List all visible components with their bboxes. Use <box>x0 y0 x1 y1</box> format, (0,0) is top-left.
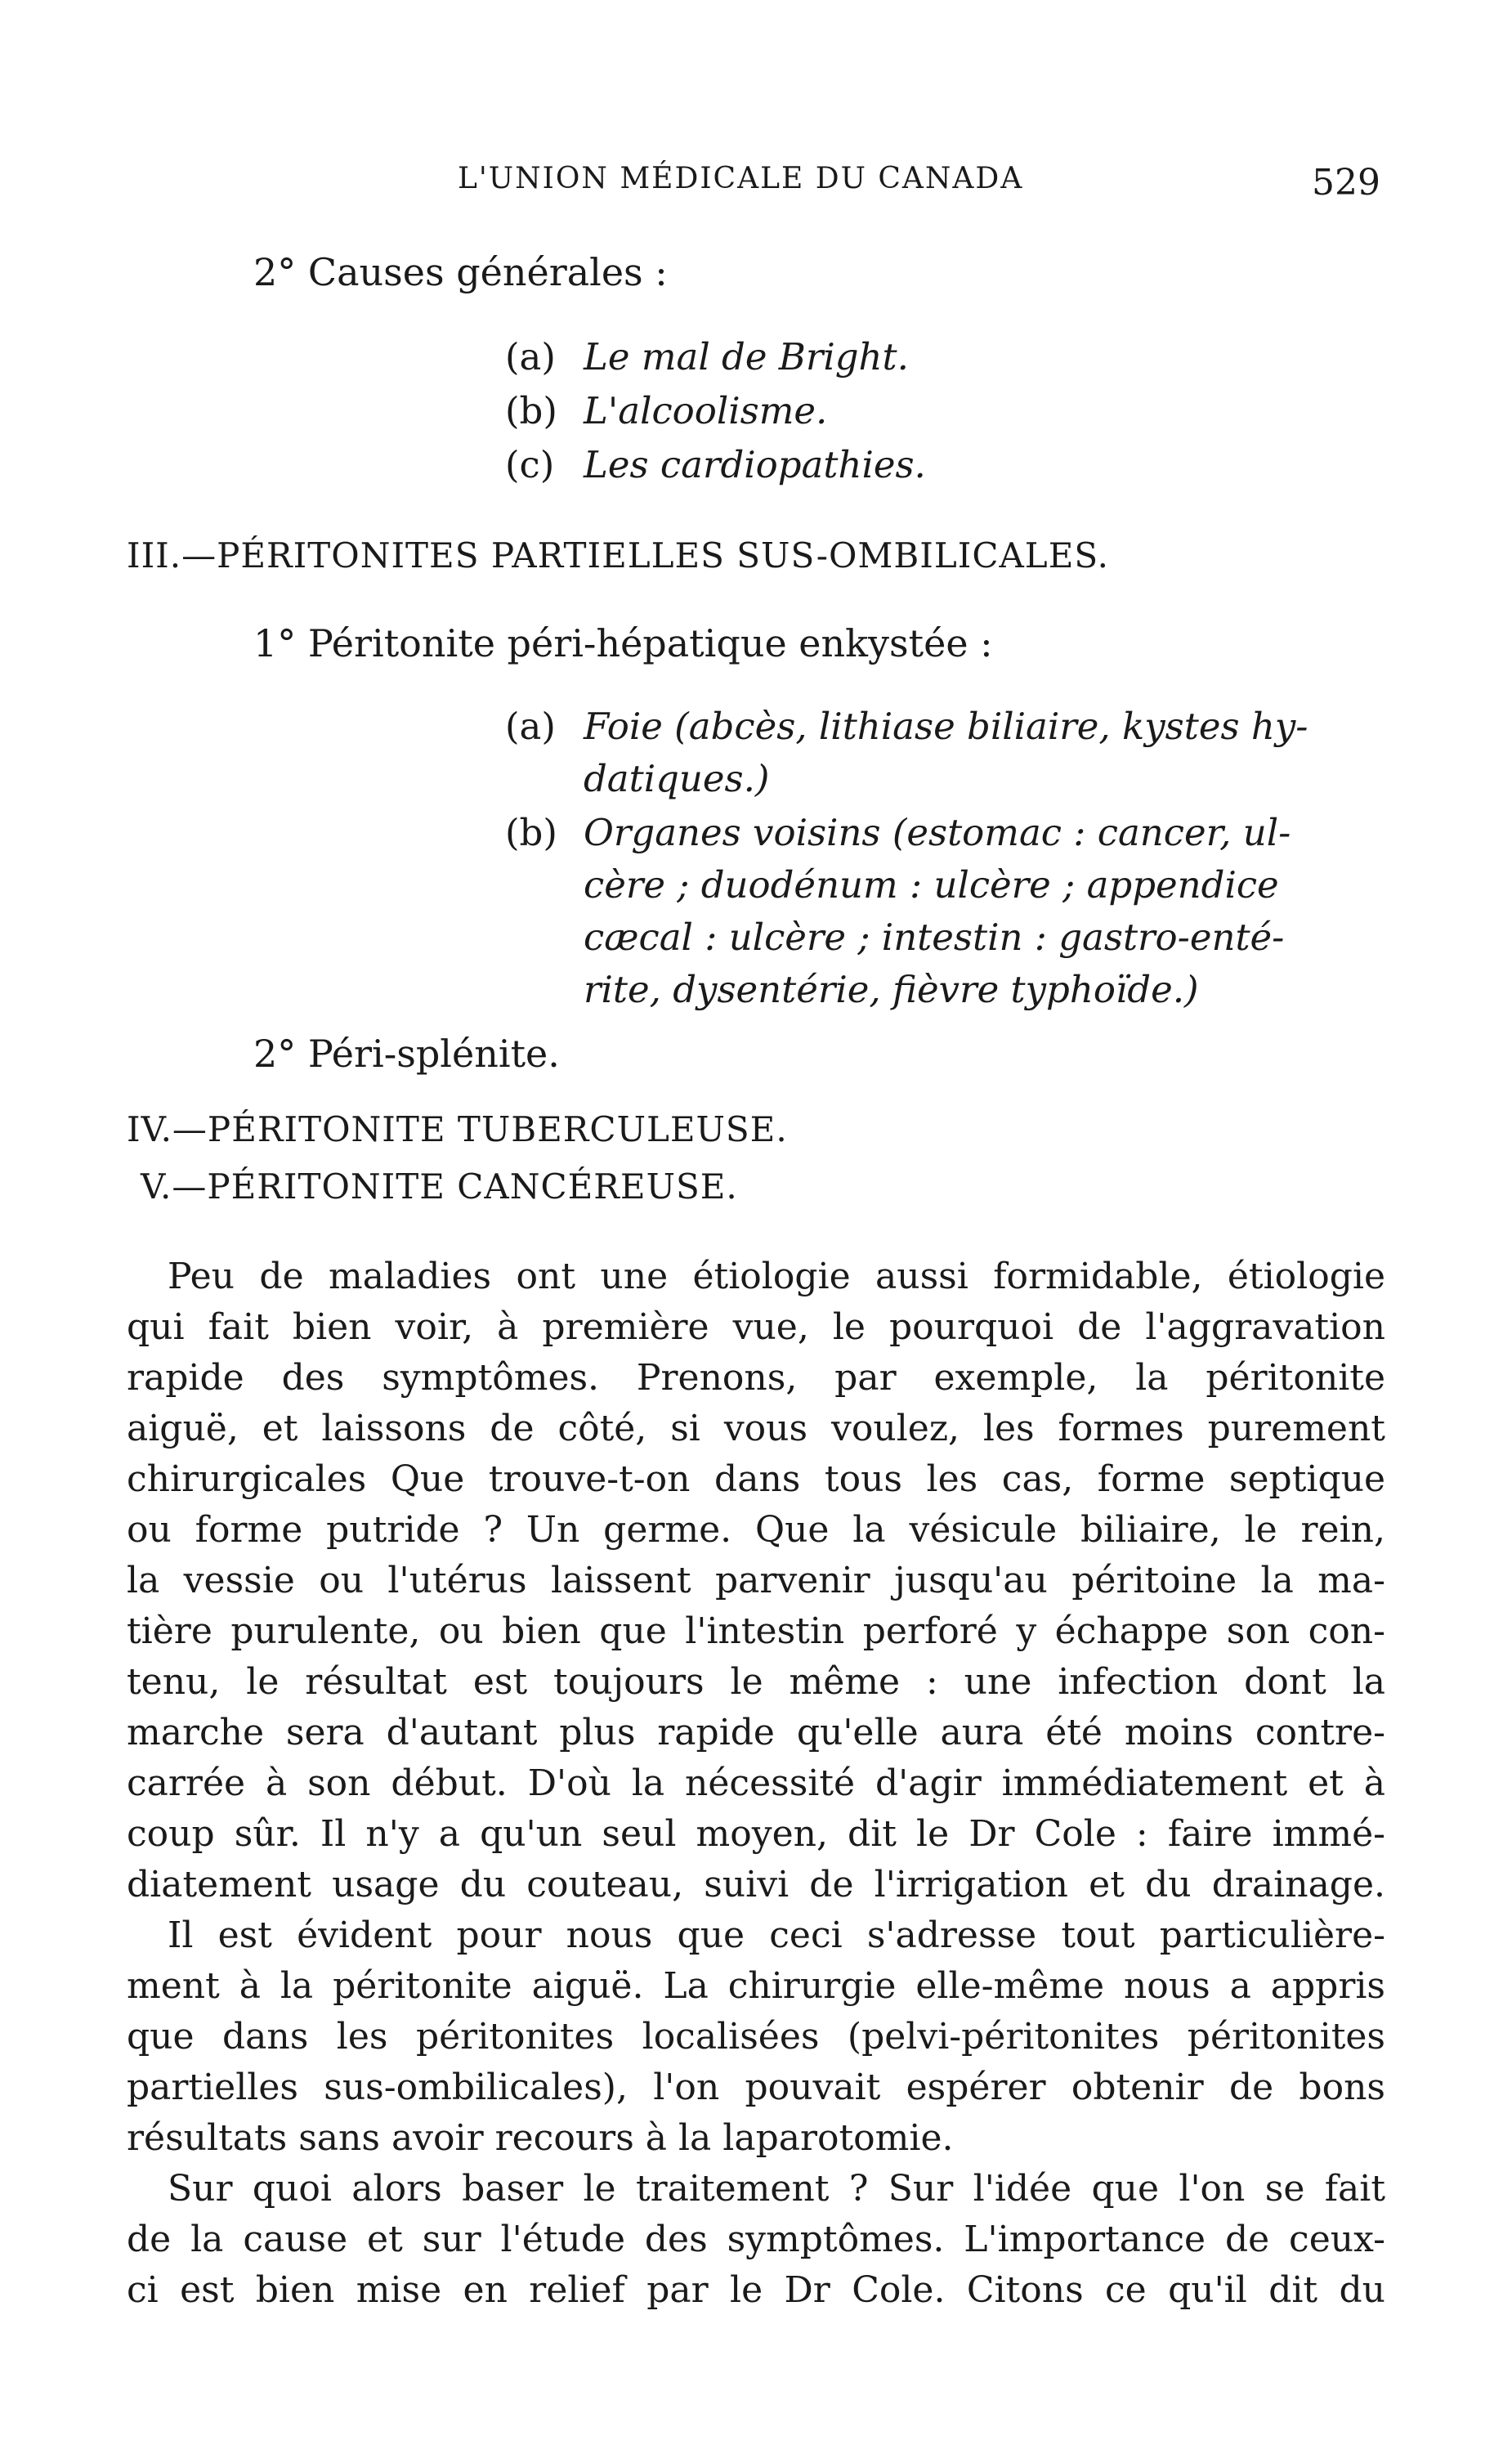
body-line: partielles sus-ombilicales), l'on pouvait espérer obtenir de bons <box>127 2067 1385 2108</box>
hepatique-item-a-tag: (a) <box>505 705 556 748</box>
body-line: ou forme putride ? Un germe. Que la vésicule biliaire, le rein, <box>127 1509 1385 1551</box>
body-line: carrée à son début. D'où la nécessité d'agir immédiatement et à <box>127 1762 1385 1804</box>
body-line: coup sûr. Il n'y a qu'un seul moyen, dit le Dr Cole : faire immé- <box>127 1813 1385 1855</box>
hepatique-item-a-line-2: datiques.) <box>584 757 770 800</box>
cause-item-c-tag: (c) <box>505 443 555 486</box>
body-line: aiguë, et laissons de côté, si vous voulez, les formes purement <box>127 1408 1385 1449</box>
cause-item-a-tag: (a) <box>505 335 556 378</box>
section-v-heading: V.—PÉRITONITE CANCÉREUSE. <box>141 1167 738 1207</box>
body-line: tenu, le résultat est toujours le même : une infection dont la <box>127 1661 1385 1703</box>
hepatique-item-a-line-1: Foie (abcès, lithiase biliaire, kystes hy- <box>584 705 1308 748</box>
body-line: tière purulente, ou bien que l'intestin perforé y échappe son con- <box>127 1610 1385 1652</box>
cause-item-c <box>505 443 926 486</box>
running-title: L'UNION MÉDICALE DU CANADA <box>458 162 1024 195</box>
page-header <box>0 162 1512 211</box>
body-line: la vessie ou l'utérus laissent parvenir jusqu'au péritoine la ma- <box>127 1560 1385 1601</box>
body-line: diatement usage du couteau, suivi de l'irrigation et du drainage. <box>127 1864 1385 1905</box>
hepatique-item-b <box>505 811 1291 854</box>
body-line: ment à la péritonite aiguë. La chirurgie elle-même nous a appris <box>127 1965 1385 2007</box>
body-line: chirurgicales Que trouve-t-on dans tous les cas, forme septique <box>127 1458 1385 1500</box>
cause-item-a-text: Le mal de Bright. <box>584 335 909 378</box>
body-line: ci est bien mise en relief par le Dr Cole. Citons ce qu'il dit du <box>127 2269 1385 2311</box>
body-line: qui fait bien voir, à première vue, le pourquoi de l'aggravation <box>127 1306 1385 1348</box>
cause-item-c-text: Les cardiopathies. <box>584 443 926 486</box>
body-line: marche sera d'autant plus rapide qu'elle aura été moins contre- <box>127 1712 1385 1753</box>
cause-item-b-tag: (b) <box>505 389 557 432</box>
hepatique-item-b-line-2: cère ; duodénum : ulcère ; appendice <box>584 863 1279 907</box>
body-line: que dans les péritonites localisées (pelvi-péritonites péritonites <box>127 2016 1385 2058</box>
hepatique-item-b-line-3: cæcal : ulcère ; intestin : gastro-enté- <box>584 916 1285 959</box>
body-line: Peu de maladies ont une étiologie aussi formidable, étiologie <box>168 1256 1385 1297</box>
page-number: 529 <box>1312 162 1380 204</box>
body-line: de la cause et sur l'étude des symptômes. L'importance de ceux- <box>127 2219 1385 2260</box>
cause-item-a <box>505 335 909 378</box>
peri-splenite-heading: 2° Péri-splénite. <box>253 1032 560 1076</box>
causes-generales-heading: 2° Causes générales : <box>253 250 668 294</box>
cause-item-b-text: L'alcoolisme. <box>584 389 828 432</box>
hepatique-item-a <box>505 705 1308 748</box>
cause-item-b <box>505 389 827 432</box>
hepatique-item-b-tag: (b) <box>505 811 557 854</box>
body-line: Sur quoi alors baser le traitement ? Sur l'idée que l'on se fait <box>168 2168 1385 2210</box>
peri-hepatique-heading: 1° Péritonite péri-hépatique enkystée : <box>253 621 993 665</box>
body-line: résultats sans avoir recours à la laparotomie. <box>127 2117 954 2159</box>
body-line: Il est évident pour nous que ceci s'adresse tout particulière- <box>168 1914 1385 1956</box>
body-line: rapide des symptômes. Prenons, par exemple, la péritonite <box>127 1357 1385 1399</box>
hepatique-item-b-line-1: Organes voisins (estomac : cancer, ul- <box>584 811 1291 854</box>
section-iii-heading: III.—PÉRITONITES PARTIELLES SUS-OMBILICALES. <box>127 535 1109 575</box>
section-iv-heading: IV.—PÉRITONITE TUBERCULEUSE. <box>127 1109 788 1149</box>
hepatique-item-b-line-4: rite, dysentérie, fièvre typhoïde.) <box>584 968 1199 1011</box>
